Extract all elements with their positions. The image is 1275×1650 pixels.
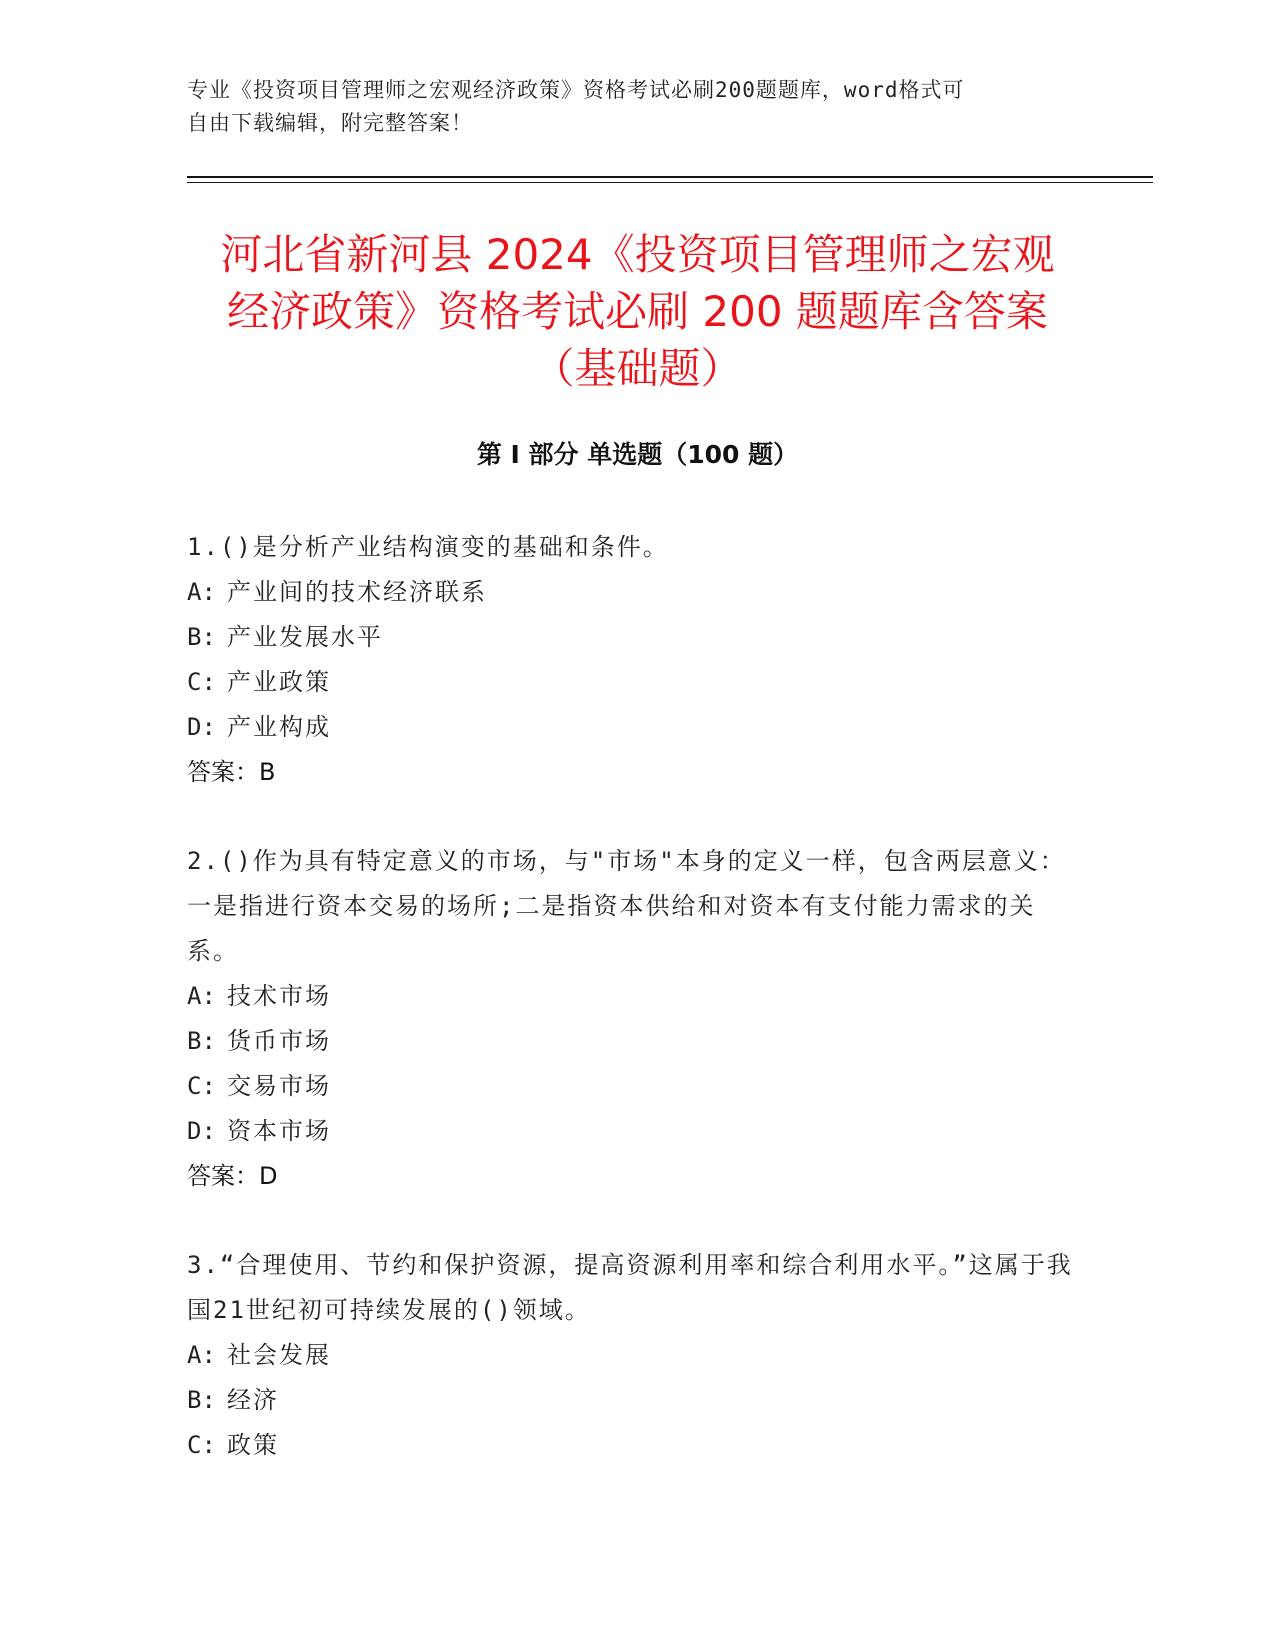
option-b <box>187 1019 1087 1064</box>
option-letter: D: <box>187 1117 216 1145</box>
option-text: 资本市场 <box>227 1117 331 1145</box>
question-list <box>187 525 1087 1512</box>
option-letter: B: <box>187 1386 216 1414</box>
question-2 <box>187 839 1087 1199</box>
option-letter: D: <box>187 713 216 741</box>
option-text: 技术市场 <box>227 982 331 1010</box>
option-text: 政策 <box>227 1431 279 1459</box>
option-letter: B: <box>187 623 216 651</box>
option-text: 经济 <box>227 1386 279 1414</box>
section-title: 第 I 部分 单选题（100 题） <box>476 440 799 469</box>
title-line-3: （基础题） <box>532 344 743 393</box>
option-b <box>187 1378 1087 1423</box>
option-letter: A: <box>187 1341 216 1369</box>
option-text: 产业政策 <box>227 668 331 696</box>
header-divider-thin <box>187 182 1153 183</box>
header-note <box>187 74 1087 140</box>
document-title <box>140 226 1135 397</box>
title-line-2: 经济政策》资格考试必刷 200 题题库含答案 <box>227 287 1048 336</box>
option-text: 产业发展水平 <box>227 623 383 651</box>
option-a <box>187 974 1087 1019</box>
option-text: 产业间的技术经济联系 <box>227 578 487 606</box>
option-d <box>187 1109 1087 1154</box>
answer-line: 答案：D <box>187 1162 278 1190</box>
answer-line: 答案：B <box>187 758 276 786</box>
option-c <box>187 1423 1087 1468</box>
option-b <box>187 615 1087 660</box>
option-a <box>187 1333 1087 1378</box>
question-stem: 2.()作为具有特定意义的市场，与"市场"本身的定义一样，包含两层意义：一是指进行资本交易的场所;二是指资本供给和对资本有支付能力需求的关系。 <box>187 847 1066 965</box>
option-text: 社会发展 <box>227 1341 331 1369</box>
option-letter: C: <box>187 1431 216 1459</box>
option-text: 货币市场 <box>227 1027 331 1055</box>
title-line-1: 河北省新河县 2024《投资项目管理师之宏观 <box>220 230 1055 279</box>
question-1 <box>187 525 1087 795</box>
option-letter: C: <box>187 668 216 696</box>
question-stem: 1.()是分析产业结构演变的基础和条件。 <box>187 533 669 561</box>
option-text: 交易市场 <box>227 1072 331 1100</box>
option-d <box>187 705 1087 750</box>
header-divider-thick <box>187 176 1153 178</box>
header-note-line-1: 专业《投资项目管理师之宏观经济政策》资格考试必刷200题题库，word格式可 <box>187 78 965 102</box>
option-c <box>187 1064 1087 1109</box>
option-letter: C: <box>187 1072 216 1100</box>
option-text: 产业构成 <box>227 713 331 741</box>
option-a <box>187 570 1087 615</box>
header-note-line-2: 自由下载编辑，附完整答案！ <box>187 111 473 135</box>
question-stem: 3.“合理使用、节约和保护资源，提高资源利用率和综合利用水平。”这属于我国21世纪初可持续发展的()领域。 <box>187 1251 1073 1324</box>
option-letter: A: <box>187 578 216 606</box>
option-letter: B: <box>187 1027 216 1055</box>
question-3 <box>187 1243 1087 1468</box>
option-letter: A: <box>187 982 216 1010</box>
option-c <box>187 660 1087 705</box>
